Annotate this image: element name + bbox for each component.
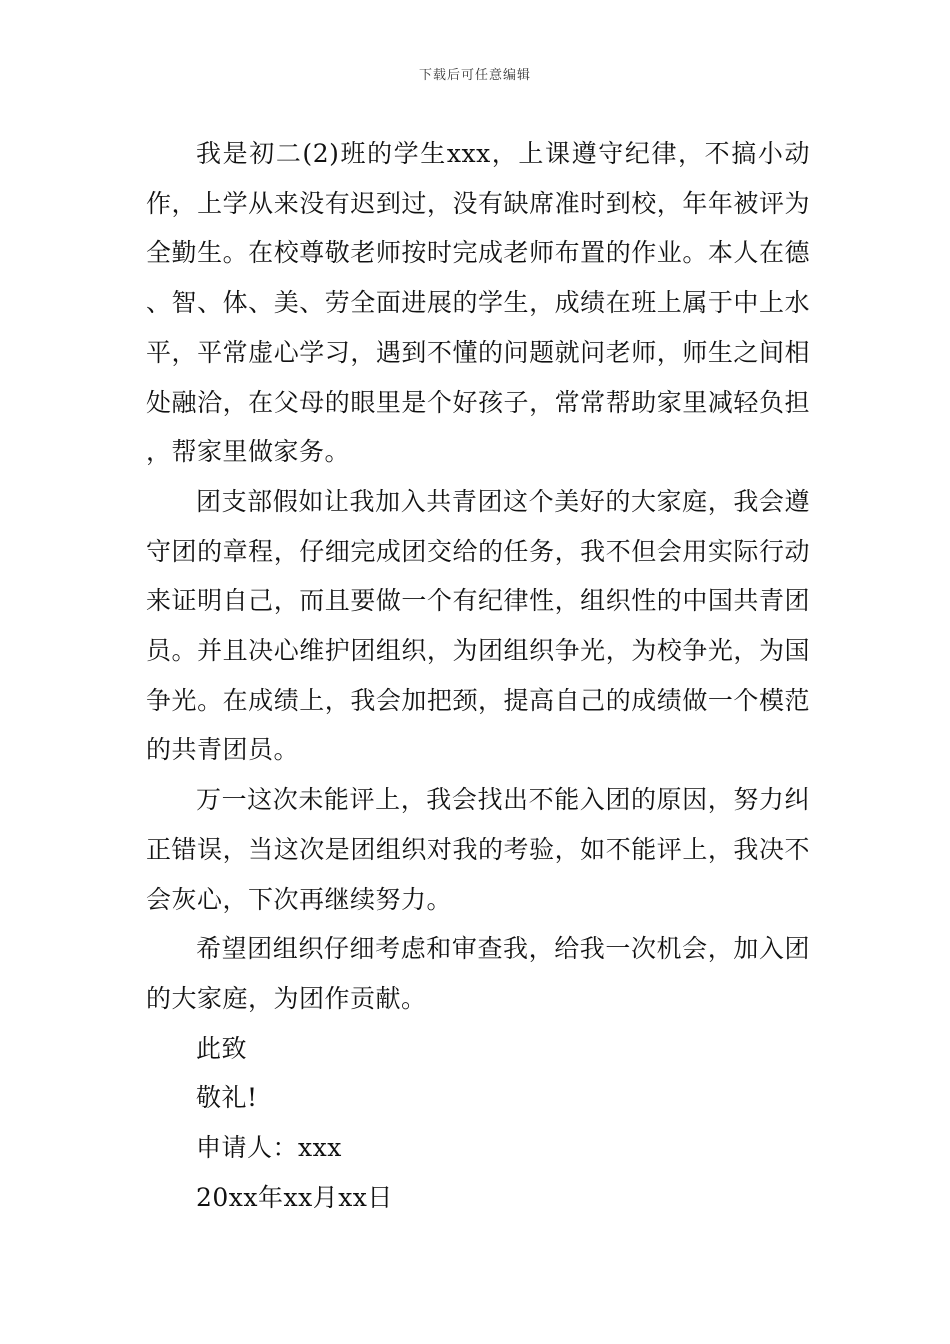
applicant-signature: 申请人：xxx (196, 1133, 342, 1163)
paragraph-if-not-selected: 万一这次未能评上，我会找出不能入团的原因，努力纠正错误，当这次是团组织对我的考验，如不能评上，我决不会灰心，下次再继续努力。 (146, 785, 810, 914)
closing-salutation: 此致 (196, 1033, 248, 1063)
paragraph-self-introduction: 我是初二(2)班的学生xxx，上课遵守纪律，不搞小动作，上学从来没有迟到过，没有缺席准时到校，年年被评为全勤生。在校尊敬老师按时完成老师布置的作业。本人在德、智、体、美、劳全面进展的学生，成绩在班上属于中上水平，平常虚心学习，遇到不懂的问题就问老师，师生之间相处融洽，在父母的眼里是个好孩子，常常帮助家里减轻负担，帮家里做家务。 (146, 139, 810, 467)
page-header-note: 下载后可任意编辑 (418, 68, 531, 83)
letter-date: 20xx年xx月xx日 (196, 1182, 393, 1212)
paragraph-commitment: 团支部假如让我加入共青团这个美好的大家庭，我会遵守团的章程，仔细完成团交给的任务，我不但会用实际行动来证明自己，而且要做一个有纪律性，组织性的中国共青团员。并且决心维护团组织，为团组织争光，为校争光，为国争光。在成绩上，我会加把颈，提高自己的成绩做一个模范的共青团员。 (146, 486, 810, 765)
closing-regards: 敬礼! (196, 1083, 258, 1113)
letter-body (146, 129, 810, 1222)
paragraph-hope: 希望团组织仔细考虑和审查我，给我一次机会，加入团的大家庭，为团作贡献。 (146, 934, 810, 1013)
